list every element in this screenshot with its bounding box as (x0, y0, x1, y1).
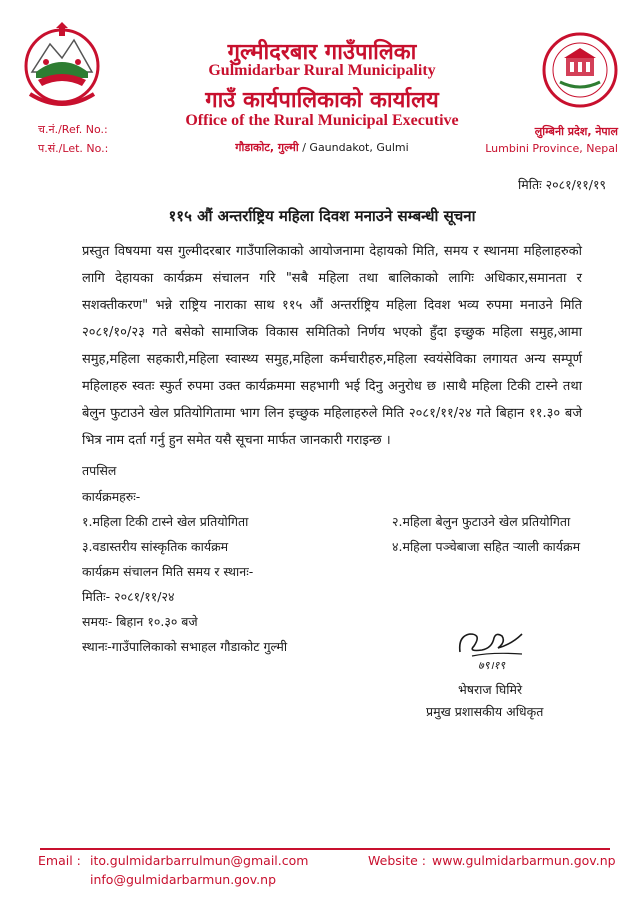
subject-heading: ११५ औं अन्तर्राष्ट्रिय महिला दिवश मनाउने सम्बन्धी सूचना (168, 207, 476, 225)
address-english: Gaundakot, Gulmi (309, 141, 409, 154)
program-item: ४.महिला पञ्चेबाजा सहित ऱ्याली कार्यक्रम (392, 539, 581, 554)
footer-email-label: Email : (38, 853, 81, 868)
municipality-title-english: Gulmidarbar Rural Municipality (208, 62, 436, 79)
office-title-english: Office of the Rural Municipal Executive (185, 112, 459, 129)
footer-website[interactable]: www.gulmidarbarmun.gov.np (432, 853, 616, 868)
letter-date: मितिः २०८१/११/१९ (518, 177, 606, 192)
schedule-label: कार्यक्रम संचालन मिति समय र स्थानः- (82, 564, 254, 579)
office-title-nepali: गाउँ कार्यपालिकाको कार्यालय (205, 88, 439, 113)
address-separator: / (302, 141, 306, 154)
letter-no-label: प.सं./Let. No.: (38, 142, 109, 155)
address-nepali: गौडाकोट, गुल्मी (235, 141, 299, 154)
footer-email-secondary[interactable]: info@gulmidarbarmun.gov.np (90, 872, 277, 887)
notice-body: प्रस्तुत विषयमा यस गुल्मीदरबार गाउँपालिकाको आयोजनामा देहायको मिति, समय र स्थानमा महिलाहरुको लागि देहायका कार्यक्रम संचालन गरि "सबै महिला तथा बालिकाको लागिः अधिकार,समानता र सशक्तीकरण" भन्ने राष्ट्रिय नाराका साथ ११५ औं अन्तर्राष्ट्रिय महिला दिवश भव्य रुपमा मनाउने मिति २०८१/१०/२३ गते बसेको सामाजिक विकास समितिको निर्णय भएको हुँदा इच्छुक महिला समुह,आमा समुह,महिला सहकारी,महिला स्वास्थ्य समुह,महिला कर्मचारीहरु,महिला स्वयंसेविका लगायत अन्य सम्पूर्ण महिलाहरु स्वतः स्फुर्त रुपमा उक्त कार्यक्रममा सहभागी भई दिनु अनुरोध छ ।साथै महिला टिकी टास्ने तथा बेलुन फुटाउने खेल प्रतियोगितामा भाग लिन इच्छुक महिलाहरुले मिति २०८१/११/२४ गते बिहान ११.३० बजे भित्र नाम दर्ता गर्नु हुन समेत यसै सूचना मार्फत जानकारी गराइन्छ । (82, 244, 582, 448)
programs-label: कार्यक्रमहरुः- (82, 489, 141, 504)
signature-handwritten-date: ७९।१९ (478, 659, 506, 672)
signatory-name: भेषराज घिमिरे (458, 682, 523, 697)
signatory-title: प्रमुख प्रशासकीय अधिकृत (426, 704, 544, 719)
program-item: १.महिला टिकी टास्ने खेल प्रतियोगिता (82, 514, 249, 529)
ref-no-label: च.नं./Ref. No.: (38, 123, 108, 136)
footer-website-label: Website : (368, 853, 427, 868)
footer-email-primary[interactable]: ito.gulmidarbarrulmun@gmail.com (90, 853, 309, 868)
province-nepali: लुम्बिनी प्रदेश, नेपाल (534, 125, 618, 138)
province-english: Lumbini Province, Nepal (485, 142, 618, 155)
municipality-title-nepali: गुल्मीदरबार गाउँपालिका (227, 40, 417, 65)
program-item: ३.वडास्तरीय सांस्कृतिक कार्यक्रम (82, 539, 229, 554)
event-venue: स्थानः-गाउँपालिकाको सभाहल गौडाकोट गुल्मी (82, 639, 288, 654)
details-heading: तपसिल (82, 463, 117, 478)
program-item: २.महिला बेलुन फुटाउने खेल प्रतियोगिता (392, 514, 571, 529)
event-time: समयः- बिहान १०.३० बजे (82, 614, 198, 629)
event-date: मितिः- २०८१/११/२४ (82, 589, 175, 604)
footer-divider (40, 848, 610, 850)
